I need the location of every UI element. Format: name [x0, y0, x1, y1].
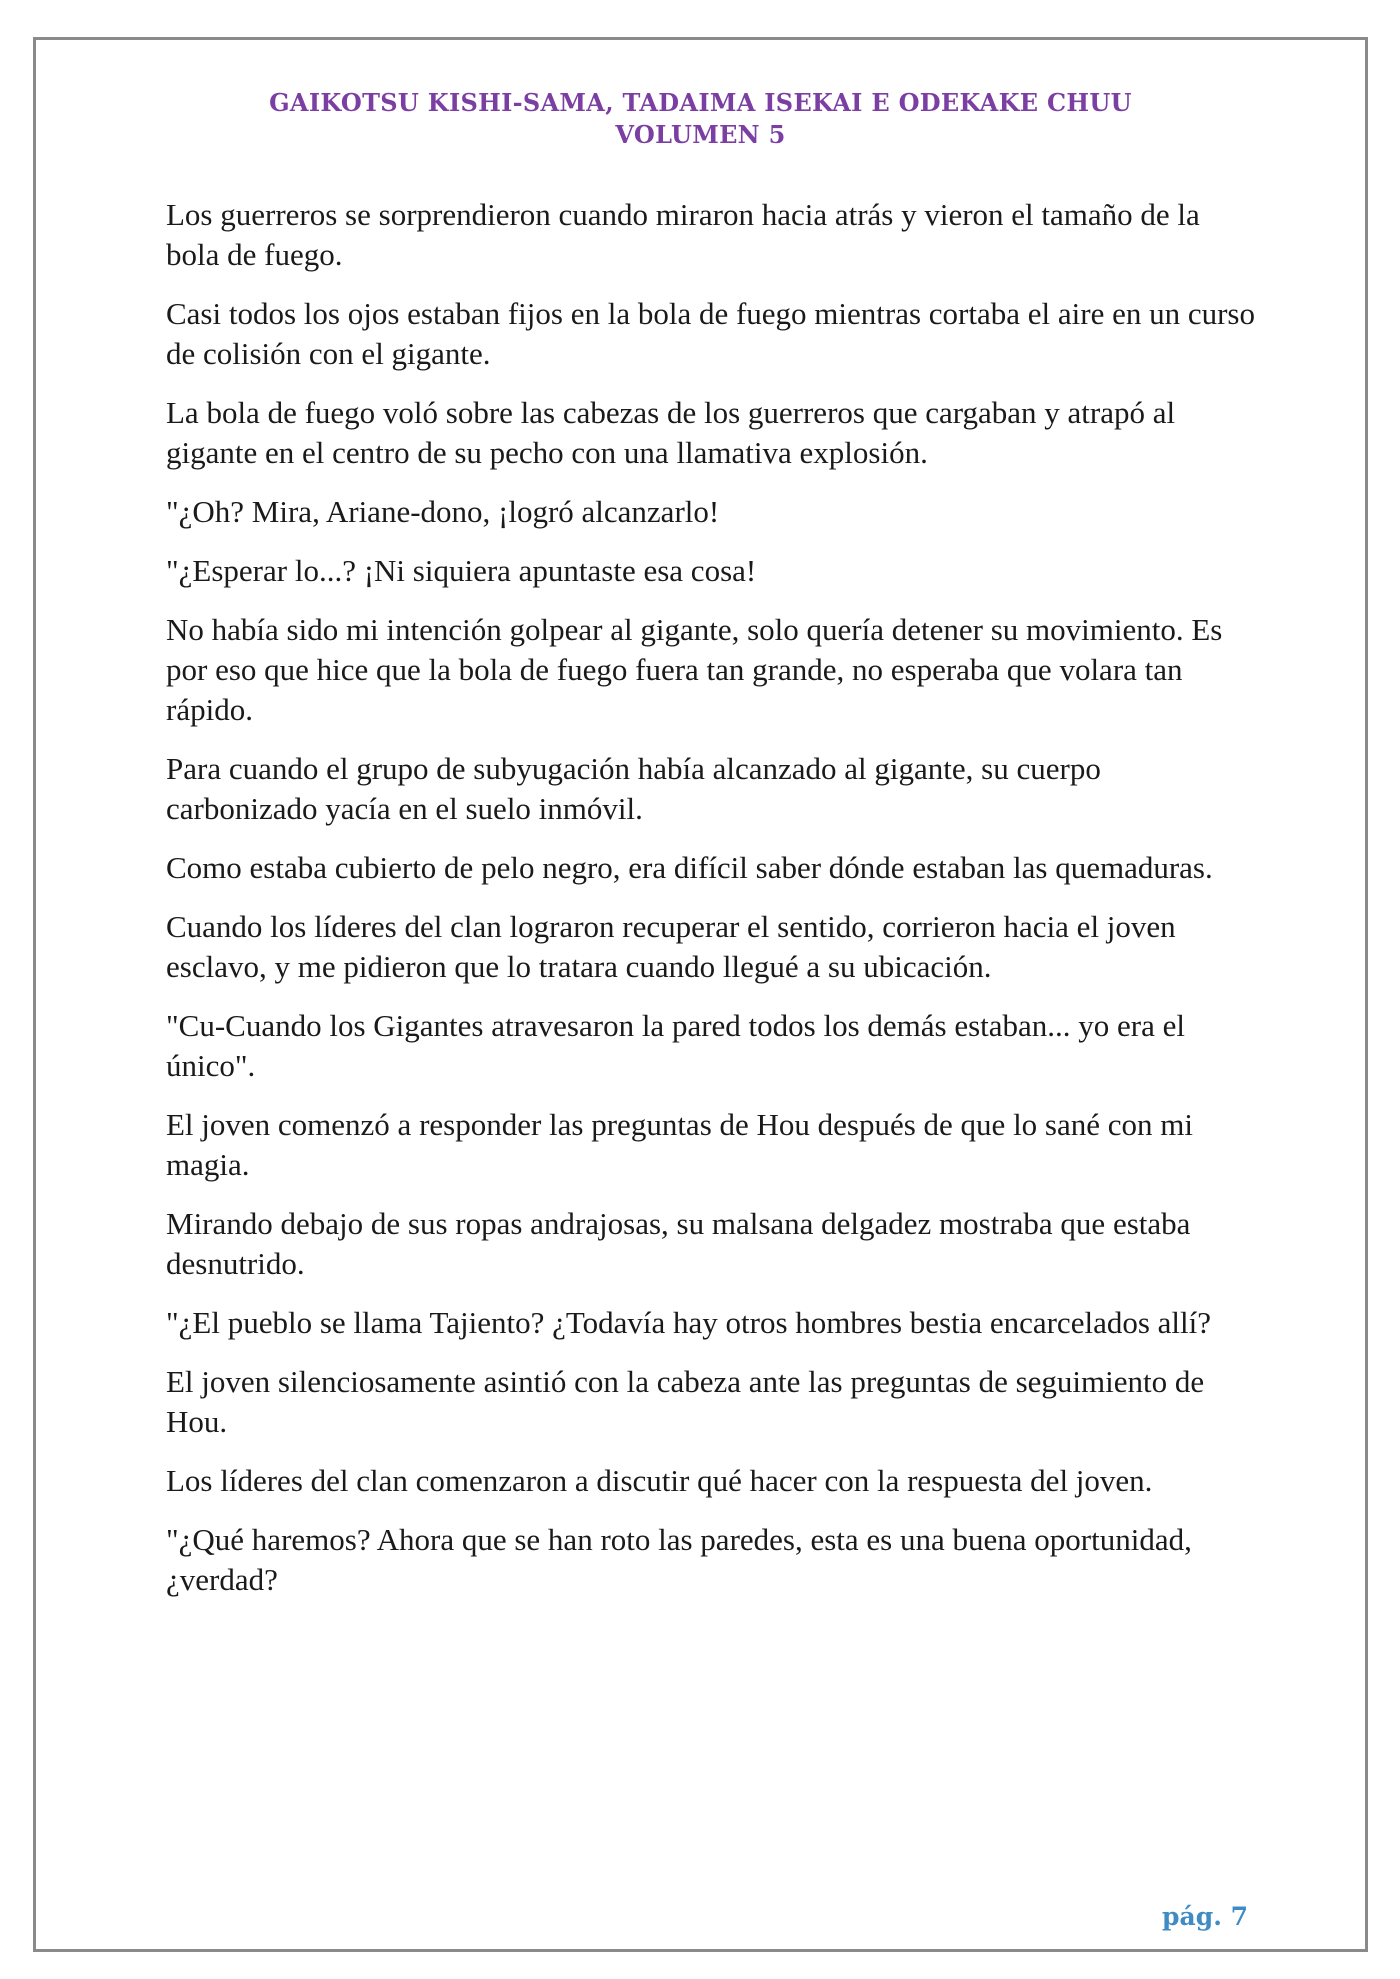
paragraph: El joven comenzó a responder las preguntas de Hou después de que lo sané con mi magia.: [166, 1107, 1193, 1182]
paragraph: El joven silenciosamente asintió con la cabeza ante las preguntas de seguimiento de Hou.: [166, 1364, 1205, 1439]
page-number: pág. 7: [1162, 1902, 1248, 1931]
paragraph: Casi todos los ojos estaban fijos en la bola de fuego mientras cortaba el aire en un curso de colisión con el gigante.: [166, 296, 1255, 371]
paragraph: Cuando los líderes del clan lograron recuperar el sentido, corrieron hacia el joven esclavo, y me pidieron que lo tratara cuando llegué a su ubicación.: [166, 909, 1176, 984]
paragraph: Los líderes del clan comenzaron a discutir qué hacer con la respuesta del joven.: [166, 1463, 1153, 1498]
book-title: GAIKOTSU KISHI-SAMA, TADAIMA ISEKAI E ODEKAKE CHUU: [269, 88, 1132, 117]
paragraph: Los guerreros se sorprendieron cuando miraron hacia atrás y vieron el tamaño de la bola de fuego.: [166, 197, 1200, 272]
paragraph: Como estaba cubierto de pelo negro, era difícil saber dónde estaban las quemaduras.: [166, 850, 1213, 885]
paragraph: Mirando debajo de sus ropas andrajosas, su malsana delgadez mostraba que estaba desnutrido.: [166, 1206, 1191, 1281]
paragraph: "¿Qué haremos? Ahora que se han roto las paredes, esta es una buena oportunidad, ¿verdad?: [166, 1522, 1192, 1597]
document-header: [36, 87, 1365, 151]
body-text: [166, 195, 1256, 1619]
page-frame: [33, 37, 1368, 1952]
paragraph: "¿El pueblo se llama Tajiento? ¿Todavía hay otros hombres bestia encarcelados allí?: [166, 1305, 1211, 1340]
paragraph: La bola de fuego voló sobre las cabezas de los guerreros que cargaban y atrapó al gigante en el centro de su pecho con una llamativa explosión.: [166, 395, 1176, 470]
volume-label: VOLUMEN 5: [615, 120, 786, 149]
paragraph: Para cuando el grupo de subyugación había alcanzado al gigante, su cuerpo carbonizado yacía en el suelo inmóvil.: [166, 751, 1101, 826]
paragraph: "¿Oh? Mira, Ariane-dono, ¡logró alcanzarlo!: [166, 494, 720, 529]
paragraph: No había sido mi intención golpear al gigante, solo quería detener su movimiento. Es por eso que hice que la bola de fuego fuera tan grande, no esperaba que volara tan rápido.: [166, 612, 1223, 727]
paragraph: "¿Esperar lo...? ¡Ni siquiera apuntaste esa cosa!: [166, 553, 757, 588]
paragraph: "Cu-Cuando los Gigantes atravesaron la pared todos los demás estaban... yo era el único".: [166, 1008, 1186, 1083]
